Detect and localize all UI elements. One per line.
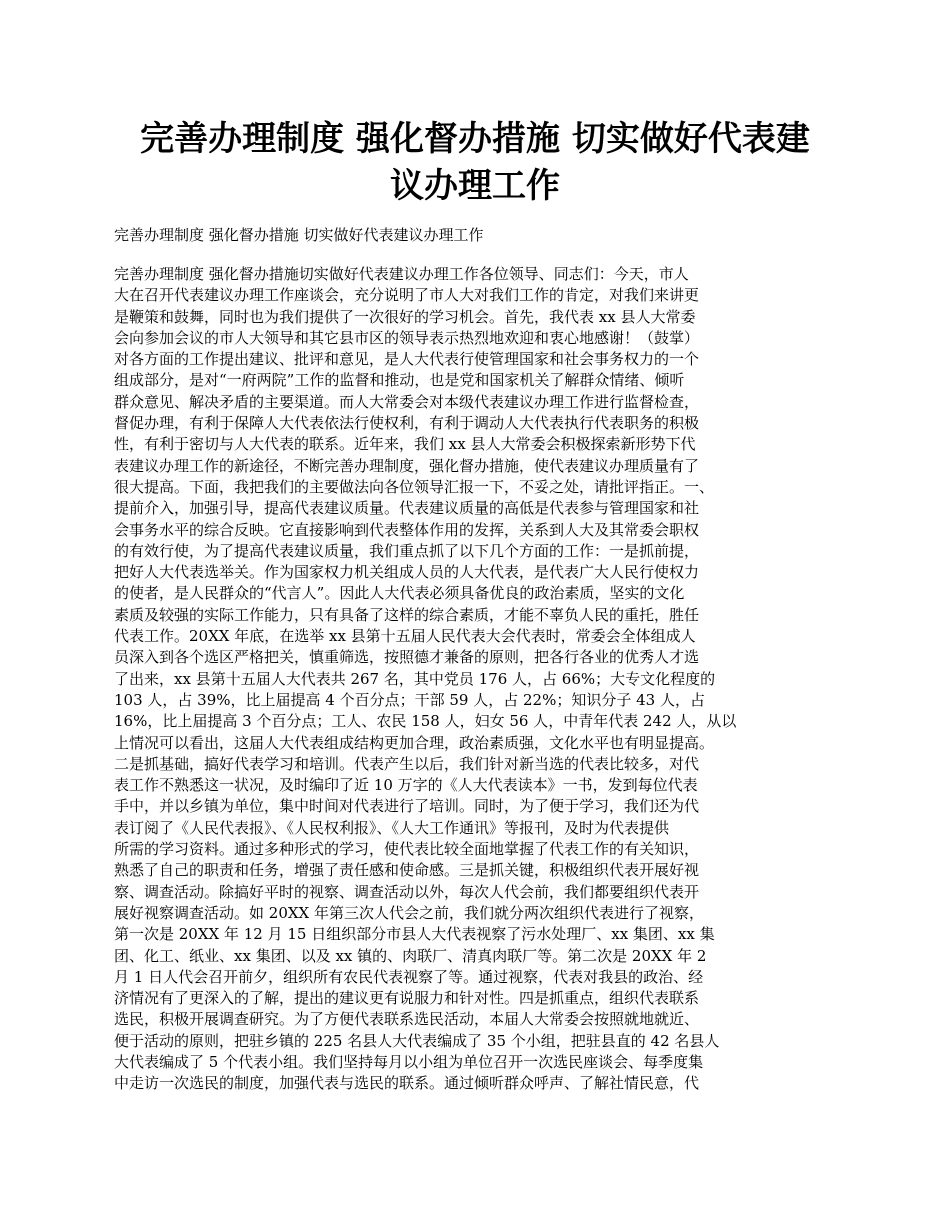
document-subtitle: 完善办理制度 强化督办措施 切实做好代表建议办理工作: [114, 226, 484, 244]
body-line: 103 人，占 39%，比上届提高 4 个百分点；干部 59 人，占 22%；知识分子 43 人，占: [114, 690, 705, 709]
body-line: 了出来，xx 县第十五届人大代表共 267 名，其中党员 176 人，占 66%；大专文化程度的: [114, 669, 716, 688]
body-line: 的有效行使，为了提高代表建议质量，我们重点抓了以下几个方面的工作：一是抓前提，: [114, 541, 700, 560]
body-line: 很大提高。下面，我把我们的主要做法向各位领导汇报一下，不妥之处，请批评指正。一、: [114, 477, 715, 496]
page-title: [100, 116, 850, 210]
body-line: 完善办理制度 强化督办措施切实做好代表建议办理工作各位领导、同志们：今天，市人: [114, 265, 689, 283]
body-line: 所需的学习资料。通过多种形式的学习，使代表比较全面地掌握了代表工作的有关知识，: [114, 840, 700, 859]
body-line: 会向参加会议的市人大领导和其它县市区的领导表示热烈地欢迎和衷心地感谢！（鼓掌）: [114, 328, 700, 347]
body-line: 团、化工、纸业、xx 集团、以及 xx 镇的、肉联厂、清真肉联厂等。第二次是 20XX 年 2: [114, 946, 707, 965]
body-line: 表订阅了《人民代表报》、《人民权利报》、《人大工作通讯》等报刊，及时为代表提供: [114, 818, 670, 837]
body-line: 把好人大代表选举关。作为国家权力机关组成人员的人大代表，是代表广大人民行使权力: [114, 563, 700, 582]
body-line: 群众意见、解决矛盾的主要渠道。而人大常委会对本级代表建议办理工作进行监督检查，: [114, 392, 700, 411]
body-line: 对各方面的工作提出建议、批评和意见，是人大代表行使管理国家和社会事务权力的一个: [114, 350, 700, 369]
body-line: 素质及较强的实际工作能力，只有具备了这样的综合素质，才能不辜负人民的重托，胜任: [114, 605, 700, 624]
body-line: 16%，比上届提高 3 个百分点；工人、农民 158 人，妇女 56 人，中青年代表 242 人，从以: [114, 712, 737, 731]
body-line: 第一次是 20XX 年 12 月 15 日组织部分市县人大代表视察了污水处理厂、xx 集团、xx 集: [114, 925, 715, 944]
body-line: 大代表编成了 5 个代表小组。我们坚持每月以小组为单位召开一次选民座谈会、每季度集: [114, 1052, 704, 1071]
body-line: 中走访一次选民的制度，加强代表与选民的联系。通过倾听群众呼声、了解社情民意，代: [114, 1074, 700, 1093]
body-text: [114, 264, 838, 1095]
body-line: 熟悉了自己的职责和任务，增强了责任感和使命感。三是抓关键，积极组织代表开展好视: [114, 861, 700, 880]
body-line: 组成部分，是对“一府两院”工作的监督和推动，也是党和国家机关了解群众情绪、倾听: [114, 371, 685, 390]
body-line: 性，有利于密切与人大代表的联系。近年来，我们 xx 县人大常委会积极探索新形势下代: [114, 435, 696, 454]
body-line: 表建议办理工作的新途径，不断完善办理制度，强化督办措施，使代表建议办理质量有了: [114, 456, 700, 475]
body-line: 的使者，是人民群众的“代言人”。因此人大代表必须具备优良的政治素质，坚实的文化: [114, 584, 685, 603]
body-line: 会事务水平的综合反映。它直接影响到代表整体作用的发挥，关系到人大及其常委会职权: [114, 520, 700, 539]
body-line: 便于活动的原则，把驻乡镇的 225 名县人大代表编成了 35 个小组，把驻县直的 42 名县人: [114, 1031, 720, 1050]
body-line: 督促办理，有利于保障人大代表依法行使权利，有利于调动人大代表执行代表职务的积极: [114, 414, 700, 433]
body-line: 代表工作。20XX 年底，在选举 xx 县第十五届人民代表大会代表时，常委会全体组成人: [114, 627, 696, 646]
title-line: 完善办理制度 强化督办措施 切实做好代表建: [140, 119, 810, 159]
body-line: 提前介入，加强引导，提高代表建议质量。代表建议质量的高低是代表参与管理国家和社: [114, 499, 700, 518]
body-line: 手中，并以乡镇为单位，集中时间对代表进行了培训。同时，为了便于学习，我们还为代: [114, 797, 700, 816]
body-line: 员深入到各个选区严格把关，慎重筛选，按照德才兼备的原则，把各行各业的优秀人才选: [114, 648, 700, 667]
body-line: 察、调查活动。除搞好平时的视察、调查活动以外，每次人代会前，我们都要组织代表开: [114, 882, 700, 901]
body-line: 是鞭策和鼓舞，同时也为我们提供了一次很好的学习机会。首先，我代表 xx 县人大常委: [114, 307, 696, 326]
body-line: 表工作不熟悉这一状况，及时编印了近 10 万字的《人大代表读本》一书，发到每位代表: [114, 776, 698, 795]
body-line: 选民，积极开展调查研究。为了方便代表联系选民活动，本届人大常委会按照就地就近、: [114, 1010, 700, 1029]
body-line: 月 1 日人代会召开前夕，组织所有农民代表视察了等。通过视察，代表对我县的政治、经: [114, 967, 704, 986]
title-line: 议办理工作: [390, 166, 560, 206]
body-line: 展好视察调查活动。如 20XX 年第三次人代会之前，我们就分两次组织代表进行了视察，: [114, 903, 704, 922]
body-line: 二是抓基础，搞好代表学习和培训。代表产生以后，我们针对新当选的代表比较多，对代: [114, 754, 700, 773]
body-line: 大在召开代表建议办理工作座谈会，充分说明了市人大对我们工作的肯定，对我们来讲更: [114, 286, 700, 305]
body-line: 上情况可以看出，这届人大代表组成结构更加合理，政治素质强，文化水平也有明显提高。: [114, 733, 715, 752]
body-line: 济情况有了更深入的了解，提出的建议更有说服力和针对性。四是抓重点，组织代表联系: [114, 989, 700, 1008]
